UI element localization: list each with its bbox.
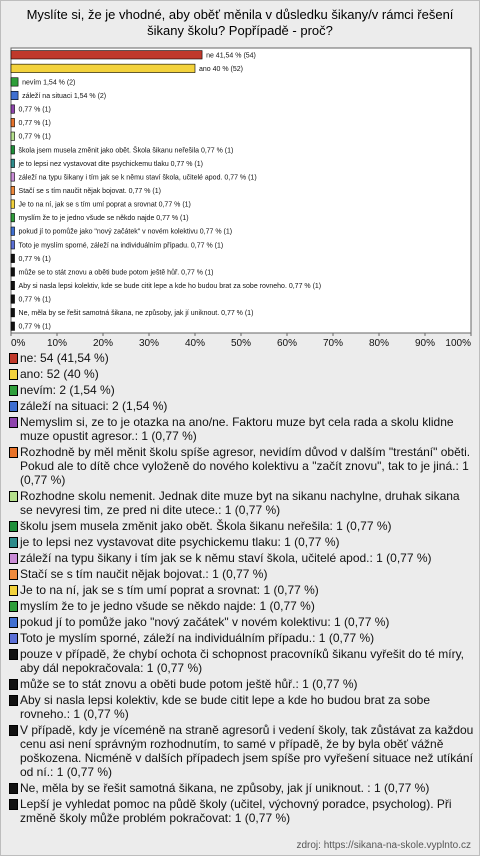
bar-label: záleží na situaci 1,54 % (2): [22, 93, 107, 100]
legend-item: [9, 615, 475, 629]
bar: [11, 227, 15, 235]
bar-label: 0,77 % (1): [18, 323, 51, 331]
bar-label: 0,77 % (1): [18, 106, 51, 114]
bar: [11, 186, 15, 194]
bar-label: pokud jí to pomůže jako "nový začátek" v novém kolektivu 0,77 % (1): [18, 228, 233, 236]
bar: [11, 51, 202, 59]
legend-text: Rozhodně by měl měnit školu spíše agresor, nevidím důvod v dalším "trestání" oběti. Pokud ale to dítě chce vyloženě do nového kolektivu a "začít znovu", tak to je jiná.: 1 (0,77 %): [20, 445, 471, 487]
bar: [11, 146, 15, 154]
x-tick-label: 30%: [138, 338, 160, 346]
bar: [11, 159, 15, 167]
bar: [11, 200, 15, 208]
bar: [11, 78, 18, 86]
x-tick-label: 60%: [276, 338, 298, 346]
bar: [11, 91, 18, 99]
legend-text: Toto je myslím sporné, záleží na individuálním případu.: 1 (0,77 %): [20, 631, 375, 645]
legend-swatch: [9, 617, 18, 628]
legend-item: [9, 567, 475, 581]
legend-swatch: [9, 649, 18, 660]
legend-text: Lepší je vyhledat pomoc na půdě školy (učitel, výchovný poradce, psycholog). Při změně školy může problém pokračovat: 1 (0,77 %): [20, 797, 452, 825]
x-tick-label: 90%: [414, 338, 436, 346]
bar: [11, 295, 15, 303]
bar-label: záleží na typu šikany i tím jak se k němu staví škola, učitelé apod. 0,77 % (1): [18, 174, 257, 182]
x-tick-label: 20%: [92, 338, 114, 346]
bar-label: ne 41,54 % (54): [206, 52, 256, 60]
legend-item: [9, 583, 475, 597]
bar: [11, 64, 195, 72]
bar: [11, 308, 15, 316]
bar-label: 0,77 % (1): [18, 133, 51, 141]
legend-swatch: [9, 385, 18, 396]
bar-label: Toto je myslím sporné, záleží na individuálním případu. 0,77 % (1): [18, 242, 224, 250]
x-tick-label: 80%: [368, 338, 390, 346]
bar: [11, 268, 15, 276]
legend-text: nevím: 2 (1,54 %): [20, 383, 115, 397]
bar-label: škola jsem musela změnit jako obět. Škola šikanu neřešila 0,77 % (1): [18, 147, 234, 155]
legend-swatch: [9, 569, 18, 580]
legend-swatch: [9, 585, 18, 596]
bar-label: 0,77 % (1): [18, 255, 51, 263]
bar: [11, 118, 15, 126]
bar-label: Aby si nasla lepsi kolektiv, kde se bude citit lepe a kde ho budou brat za sobe rovneho. 0,77 % (1): [18, 283, 322, 290]
legend-item: [9, 647, 475, 675]
legend-swatch: [9, 799, 18, 810]
legend-text: myslím že to je jedno všude se někdo najde: 1 (0,77 %): [20, 599, 315, 613]
bar-label: Ne, měla by se řešit samotná šikana, ne způsoby, jak jí uniknout. 0,77 % (1): [18, 310, 254, 318]
legend: [9, 351, 475, 827]
legend-item: [9, 599, 475, 613]
legend-item: [9, 415, 475, 443]
bar: [11, 241, 15, 249]
legend-swatch: [9, 633, 18, 644]
legend-swatch: [9, 695, 18, 706]
bar: [11, 213, 15, 221]
legend-item: [9, 489, 475, 517]
legend-item: [9, 519, 475, 533]
legend-swatch: [9, 447, 18, 458]
source-note: zdroj: https://sikana-na-skole.vyplnto.cz: [296, 840, 471, 851]
legend-text: pouze v případě, že chybí ochota či schopnost pracovníků šikanu vyřešit do té míry, aby dál nepokračovala: 1 (0,77 %): [20, 647, 465, 675]
legend-item: [9, 445, 475, 487]
legend-swatch: [9, 725, 18, 736]
legend-swatch: [9, 537, 18, 548]
legend-text: Ne, měla by se řešit samotná šikana, ne způsoby, jak jí uniknout. : 1 (0,77 %): [20, 781, 430, 795]
bar-label: ano 40 % (52): [199, 65, 243, 73]
legend-text: školu jsem musela změnit jako obět. Škola šikanu neřešila: 1 (0,77 %): [20, 519, 392, 533]
legend-item: [9, 399, 475, 413]
legend-text: Je to na ní, jak se s tím umí poprat a srovnat: 1 (0,77 %): [20, 583, 319, 597]
legend-item: [9, 631, 475, 645]
bar: [11, 254, 15, 262]
x-tick-label: 50%: [230, 338, 252, 346]
legend-item: [9, 367, 475, 381]
legend-item: [9, 723, 475, 779]
bar-label: Stačí se s tím naučit nějak bojovat. 0,77 % (1): [18, 188, 161, 195]
legend-swatch: [9, 401, 18, 412]
legend-text: může se to stát znovu a oběti bude potom ještě hůř.: 1 (0,77 %): [20, 677, 358, 691]
legend-text: ne: 54 (41,54 %): [20, 351, 109, 365]
legend-text: Stačí se s tím naučit nějak bojovat.: 1 (0,77 %): [20, 567, 268, 581]
bar: [11, 105, 15, 113]
x-tick-label: 40%: [184, 338, 206, 346]
legend-text: Aby si nasla lepsi kolektiv, kde se bude citit lepe a kde ho budou brat za sobe rovneho.: 1 (0,77 %): [20, 693, 431, 721]
legend-swatch: [9, 679, 18, 690]
bar: [11, 132, 15, 140]
legend-swatch: [9, 521, 18, 532]
legend-swatch: [9, 353, 18, 364]
chart-title: Myslíte si, že je vhodné, aby oběť měnila v důsledku šikany/v rámci řešení šikany školu? Popřípadě - proč?: [26, 7, 454, 38]
legend-swatch: [9, 783, 18, 794]
bar-label: může se to stát znovu a oběti bude potom ještě hůř. 0,77 % (1): [18, 269, 214, 277]
legend-swatch: [9, 417, 18, 428]
legend-item: [9, 551, 475, 565]
x-tick-label: 100%: [445, 338, 471, 346]
legend-text: V případě, kdy je víceméně na straně agresorů i vedení školy, tak zůstávat za každou cenu asi není správným rozhodnutím, to samé v případě, že by byla oběť vážně poškozena. Nicméně v dalších případech jsem spíše pro vyřešení situace než utíkání od ní.: 1 (0,77 %): [20, 723, 474, 779]
legend-swatch: [9, 601, 18, 612]
legend-item: [9, 797, 475, 825]
legend-item: [9, 535, 475, 549]
bar-label: 0,77 % (1): [18, 120, 51, 128]
bar-label: je to lepsi nez vystavovat dite psychickemu tlaku 0,77 % (1): [18, 160, 203, 168]
legend-item: [9, 383, 475, 397]
bar-chart: [1, 1, 479, 346]
legend-swatch: [9, 553, 18, 564]
bar-label: 0,77 % (1): [18, 296, 51, 304]
legend-text: Nemyslim si, ze to je otazka na ano/ne. Faktoru muze byt cela rada a skolu klidne muze opustit agresor.: 1 (0,77 %): [20, 415, 454, 443]
bar-label: nevím 1,54 % (2): [22, 79, 76, 87]
legend-swatch: [9, 369, 18, 380]
legend-item: [9, 677, 475, 691]
legend-text: ano: 52 (40 %): [20, 367, 99, 381]
legend-text: je to lepsi nez vystavovat dite psychickemu tlaku: 1 (0,77 %): [20, 535, 340, 549]
bar: [11, 281, 15, 289]
x-tick-label: 0%: [11, 338, 26, 346]
legend-text: záleží na situaci: 2 (1,54 %): [20, 399, 168, 413]
bar-label: Je to na ní, jak se s tím umí poprat a srovnat 0,77 % (1): [18, 201, 191, 209]
legend-item: [9, 351, 475, 365]
legend-text: záleží na typu šikany i tím jak se k němu staví škola, učitelé apod.: 1 (0,77 %): [20, 551, 432, 565]
legend-text: pokud jí to pomůže jako "nový začátek" v novém kolektivu: 1 (0,77 %): [20, 615, 390, 629]
legend-text: Rozhodne skolu nemenit. Jednak dite muze byt na sikanu nachylne, druhak sikana se nevyresi tim, ze pred ni dite utece.: 1 (0,77 %): [20, 489, 460, 517]
legend-item: [9, 693, 475, 721]
bar: [11, 173, 15, 181]
legend-item: [9, 781, 475, 795]
bar-label: myslím že to je jedno všude se někdo najde 0,77 % (1): [18, 215, 189, 223]
legend-swatch: [9, 491, 18, 502]
x-tick-label: 10%: [46, 338, 68, 346]
x-tick-label: 70%: [322, 338, 344, 346]
bar: [11, 322, 15, 330]
